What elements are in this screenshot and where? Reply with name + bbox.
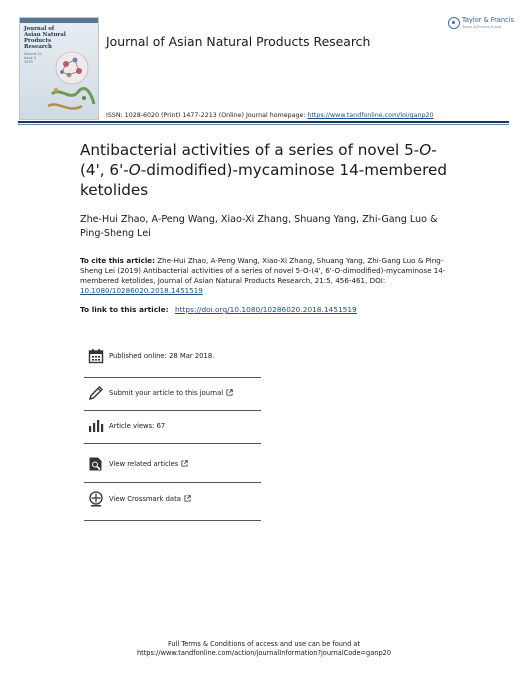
cite-label: To cite this article: [80, 256, 155, 265]
divider [84, 520, 261, 521]
divider [84, 377, 261, 378]
pencil-icon [88, 385, 104, 401]
journal-cover-image [19, 17, 99, 120]
related-articles-text: View related articles [109, 460, 179, 468]
issn-line [106, 112, 434, 119]
header-rule [18, 121, 509, 123]
related-articles-row[interactable] [84, 456, 261, 476]
terms-text: Full Terms & Conditions of access and use can be found at [167, 640, 361, 648]
article-views-row [84, 418, 261, 438]
crossmark-link[interactable] [109, 495, 191, 503]
article-title [80, 140, 452, 200]
external-link-icon [226, 389, 233, 396]
authors: Zhe-Hui Zhao, A-Peng Wang, Xiao-Xi Zhang, Shuang Yang, Zhi-Gang Luo & Ping-Sheng Lei [80, 214, 438, 239]
title-italic-o: O [128, 161, 141, 179]
cover-issue-info: Volume 21 Issue 5 2019 [24, 52, 43, 65]
submit-article-text: Submit your article to this journal [109, 389, 224, 397]
title-part: -(4', 6'- [80, 141, 437, 179]
title-part: Antibacterial activities of a series of novel 5- [80, 141, 420, 159]
submit-article-row[interactable] [84, 385, 261, 405]
calendar-icon [88, 348, 104, 364]
issn-text: ISSN: 1028-6020 (Print) 1477-2213 (Online) Journal homepage: [106, 112, 306, 119]
crossmark-icon [88, 491, 104, 507]
citation-block [80, 256, 452, 296]
journal-title: Journal of Asian Natural Products Research [106, 34, 371, 49]
external-link-icon [181, 460, 188, 467]
magnifier-icon [88, 456, 104, 472]
title-part: -dimodified)-mycaminose 14-membered ketolides [80, 161, 448, 199]
submit-article-link[interactable] [109, 389, 233, 397]
terms-link[interactable]: https://www.tandfonline.com/action/journalInformation?journalCode=ganp20 [136, 648, 392, 657]
publisher-logo[interactable] [448, 16, 514, 34]
cite-text: Zhe-Hui Zhao, A-Peng Wang, Xiao-Xi Zhang, Shuang Yang, Zhi-Gang Luo & Ping-Sheng Lei (2019) Antibacterial activities of a series of novel 5-O-(4', 6'-O-dimodified)-mycaminose 14-membered ketolides, Journal of Asian Natural Products Research, 21:5, 456-461, DOI: [80, 256, 446, 286]
link-label: To link to this article: [80, 305, 169, 314]
related-articles-link[interactable] [109, 460, 188, 468]
divider [84, 443, 261, 444]
crossmark-text: View Crossmark data [109, 495, 181, 503]
title-italic-o: O [419, 141, 432, 159]
bar-chart-icon [88, 418, 104, 434]
article-doi-url-link[interactable]: https://doi.org/10.1080/10286020.2018.1451519 [174, 305, 357, 314]
divider [84, 482, 261, 483]
cover-molecule-art [42, 46, 98, 118]
journal-homepage-link[interactable]: https://www.tandfonline.com/loi/ganp20 [307, 112, 434, 119]
publisher-logo-icon [448, 17, 460, 29]
header-rule-thin [18, 124, 509, 125]
publisher-logo-tagline: Taylor & Francis Group [462, 25, 502, 29]
article-link-line [80, 305, 357, 314]
article-views-text: Article views: 67 [109, 422, 166, 430]
terms-footer [0, 640, 528, 658]
published-online-row [84, 348, 261, 368]
crossmark-row[interactable] [84, 491, 261, 511]
cover-title: Journal of Asian Natural Products Research [24, 26, 66, 50]
external-link-icon [184, 495, 191, 502]
publisher-logo-name: Taylor & Francis [462, 16, 514, 24]
published-online-text: Published online: 28 Mar 2018. [109, 352, 215, 360]
doi-link[interactable]: 10.1080/10286020.2018.1451519 [80, 286, 203, 296]
divider [84, 410, 261, 411]
